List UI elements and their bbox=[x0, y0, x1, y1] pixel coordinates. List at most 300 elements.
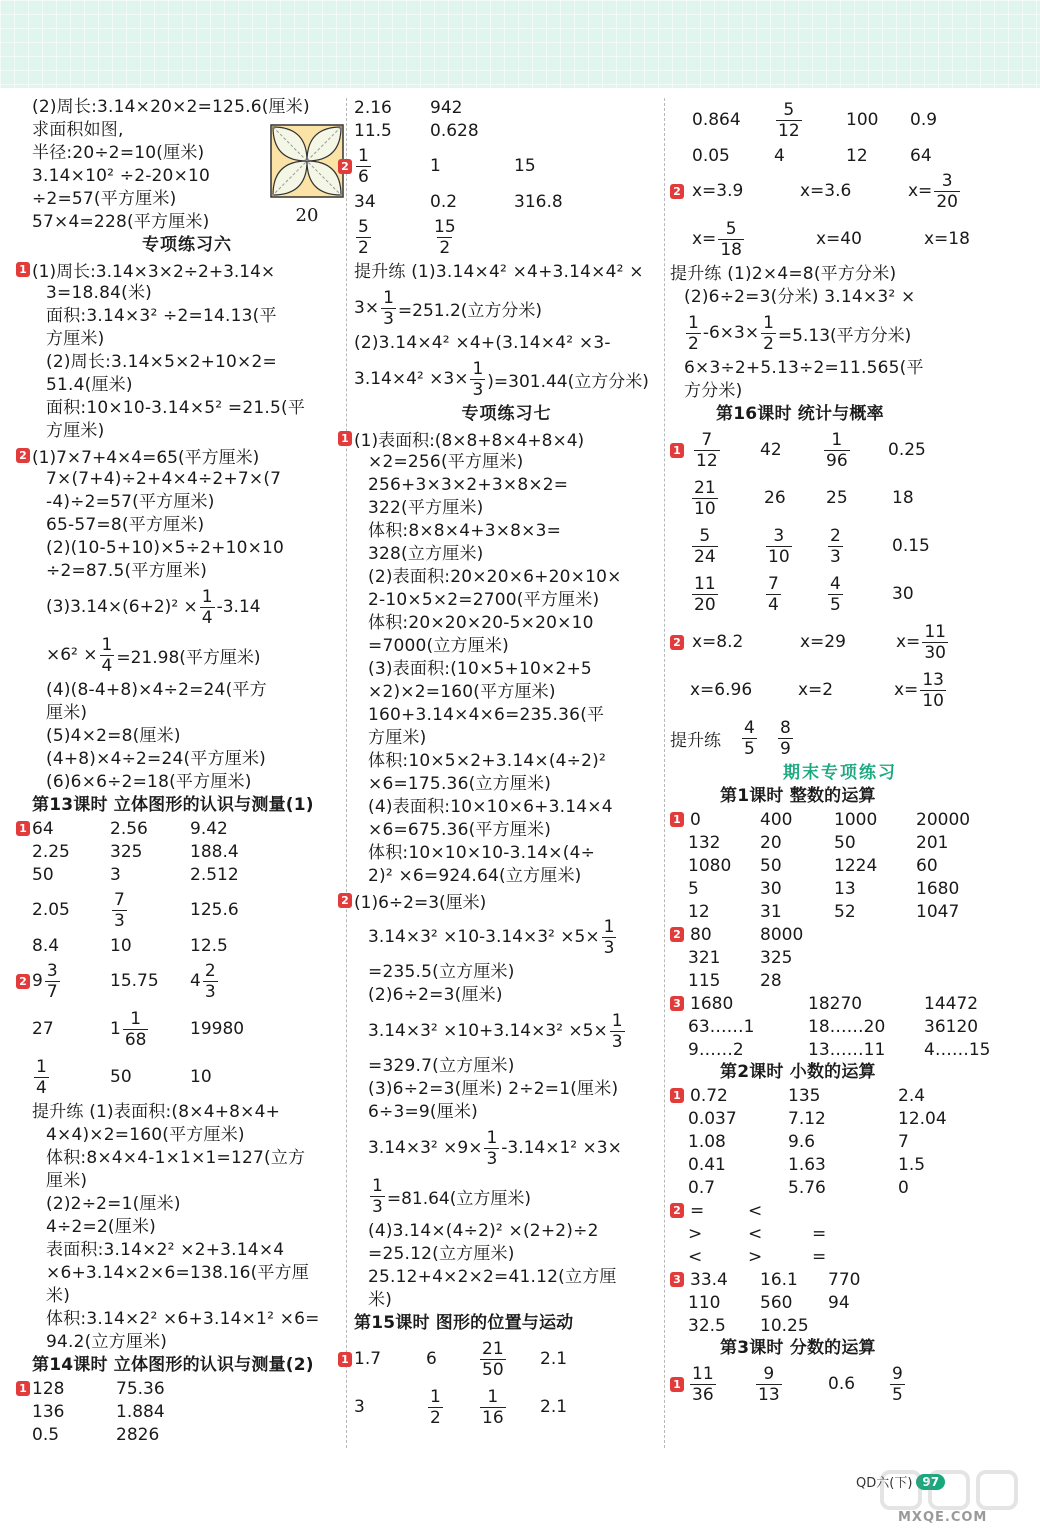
answer-cell: 5 bbox=[688, 878, 699, 899]
answer-cell: 80 bbox=[690, 924, 712, 945]
answer-grid-row bbox=[32, 934, 342, 957]
answer-grid-row bbox=[670, 1084, 1010, 1107]
denominator: 16 bbox=[482, 1407, 504, 1428]
answer-cell: 50 bbox=[110, 1067, 132, 1087]
answer-cell bbox=[478, 1339, 540, 1380]
fraction bbox=[610, 1011, 625, 1052]
denominator: 3 bbox=[204, 981, 216, 1002]
answer-cell: 10 bbox=[190, 1067, 212, 1087]
answer-grid-row bbox=[670, 144, 1010, 167]
question-number-badge: 1 bbox=[16, 821, 30, 836]
fraction bbox=[381, 288, 396, 329]
denominator: 30 bbox=[924, 642, 946, 663]
answer-cell: 100 bbox=[846, 110, 879, 130]
answer-cell: 0.9 bbox=[910, 110, 938, 130]
denominator: 3 bbox=[611, 1031, 623, 1052]
denominator: 10 bbox=[694, 498, 716, 519]
answer-grid-row bbox=[670, 1176, 1010, 1199]
answer-cell: 7 bbox=[898, 1131, 909, 1152]
numerator: 9 bbox=[763, 1363, 775, 1384]
answer-line: 25.12+4×2×2=41.12(立方厘 bbox=[368, 1267, 617, 1287]
answer-row bbox=[354, 1172, 659, 1220]
answer-line: =25.12(立方厘米) bbox=[368, 1244, 515, 1264]
answer-cell: = bbox=[690, 1200, 705, 1221]
answer-cell: 325 bbox=[760, 947, 793, 968]
answer-text: 3.14×3² ×10-3.14×3² ×5× bbox=[368, 927, 600, 947]
numerator: 5 bbox=[783, 99, 795, 120]
answer-cell: > bbox=[748, 1246, 763, 1267]
answer-cell: 0 bbox=[690, 809, 701, 830]
answer-line: -4)÷2=57(平方厘米) bbox=[46, 492, 215, 512]
answer-grid-row bbox=[670, 570, 1010, 618]
answer-cell: 12.04 bbox=[898, 1108, 947, 1129]
answer-cell: 3 bbox=[354, 1397, 365, 1417]
answer-line: 方厘米) bbox=[46, 329, 105, 349]
fraction bbox=[602, 917, 617, 958]
answer-grid-row bbox=[32, 1400, 342, 1423]
answer-cell: 2.1 bbox=[540, 1349, 568, 1369]
answer-cell: 75.36 bbox=[116, 1378, 165, 1399]
fraction bbox=[112, 890, 127, 931]
answer-line: 求面积如图, bbox=[32, 120, 124, 140]
answer-cell: 132 bbox=[688, 832, 721, 853]
answer-cell: 1680 bbox=[916, 878, 960, 899]
answer-grid-row bbox=[19, 1377, 342, 1400]
answer-cell: 110 bbox=[688, 1292, 721, 1313]
denominator: 4 bbox=[201, 607, 213, 628]
answer-cell: 50 bbox=[760, 855, 782, 876]
numerator: 13 bbox=[922, 669, 944, 690]
answer-cell: 94 bbox=[828, 1292, 850, 1313]
answer-line: (4)3.14×(4÷2)² ×(2+2)÷2 bbox=[368, 1221, 599, 1241]
answer-cell bbox=[670, 574, 764, 615]
answer-cell bbox=[888, 1364, 907, 1405]
answer-cell bbox=[354, 217, 430, 258]
numerator: 2 bbox=[204, 960, 216, 981]
answer-cell: < bbox=[748, 1200, 763, 1221]
denominator: 3 bbox=[603, 937, 615, 958]
answer-cell: 14472 bbox=[924, 993, 979, 1014]
answer-line: (2)周长:3.14×20×2=125.6(厘米) bbox=[32, 97, 310, 117]
answer-text: -3.14 bbox=[216, 597, 261, 617]
mixed-whole: 9 bbox=[32, 971, 43, 991]
denominator: 2 bbox=[358, 237, 369, 258]
answer-line: ÷2=87.5(平方厘米) bbox=[46, 561, 208, 581]
answer-cell bbox=[670, 478, 764, 519]
answer-grid-row bbox=[670, 1222, 1010, 1245]
numerator: 5 bbox=[358, 216, 369, 237]
answer-grid-row bbox=[670, 969, 1010, 992]
header-band bbox=[0, 0, 1040, 88]
answer-grid-row bbox=[670, 522, 1010, 570]
answer-line: ×6+3.14×2×6=138.16(平方厘 bbox=[46, 1263, 310, 1283]
answer-cell: 1224 bbox=[834, 855, 878, 876]
answer-cell: 4……15 bbox=[924, 1039, 991, 1060]
answer-cell: 115 bbox=[688, 970, 721, 991]
question-number-badge: 2 bbox=[338, 159, 352, 174]
answer-text: x= bbox=[908, 181, 933, 201]
answer-line: (4+8)×4÷2=24(平方厘米) bbox=[46, 749, 267, 769]
petal-drawing bbox=[270, 124, 344, 200]
answer-cell bbox=[826, 574, 892, 615]
fraction bbox=[356, 217, 371, 258]
watermark-site: MXQE.COM bbox=[898, 1510, 988, 1525]
fraction bbox=[756, 1364, 782, 1405]
answer-line: 方分米) bbox=[684, 381, 743, 401]
answer-cell: 18……20 bbox=[808, 1016, 886, 1037]
answer-cell: 30 bbox=[760, 878, 782, 899]
answer-row bbox=[354, 1124, 659, 1172]
answer-cell: = bbox=[812, 1246, 827, 1267]
fraction bbox=[766, 574, 781, 615]
answer-line: (2)(10-5+10)×5÷2+10×10 bbox=[46, 538, 285, 558]
answer-cell bbox=[754, 1364, 828, 1405]
answer-cell: 18270 bbox=[808, 993, 863, 1014]
answer-cell bbox=[32, 1057, 110, 1098]
numerator: 1 bbox=[487, 1386, 499, 1407]
answer-row bbox=[19, 257, 342, 282]
answer-row bbox=[341, 888, 659, 913]
answer-cell: 9……2 bbox=[688, 1039, 744, 1060]
page-number: 97 bbox=[916, 1474, 945, 1490]
answer-line: ÷2=57(平方厘米) bbox=[32, 189, 177, 209]
answer-text: 3× bbox=[354, 298, 380, 318]
answer-grid-row bbox=[670, 215, 1010, 263]
answer-cell: 26 bbox=[764, 488, 786, 508]
answer-line: 体积:3.14×2² ×6+3.14×1² ×6= bbox=[46, 1309, 320, 1329]
denominator: 96 bbox=[826, 450, 848, 471]
answer-text: (1)周长:3.14×3×2÷2+3.14× bbox=[32, 262, 276, 282]
answer-text: 3.14×3² ×9× bbox=[368, 1138, 483, 1158]
denominator: 3 bbox=[472, 379, 484, 400]
question-number-badge: 2 bbox=[670, 635, 684, 650]
petal-figure bbox=[270, 124, 344, 224]
answer-line: 3.14×10² ÷2-20×10 bbox=[32, 166, 211, 186]
denominator: 9 bbox=[780, 738, 791, 759]
answer-cell: 0.864 bbox=[692, 110, 741, 130]
answer-cell: x=2 bbox=[798, 680, 834, 700]
answer-line: ×6=175.36(立方厘米) bbox=[368, 774, 552, 794]
answer-cell: 2.56 bbox=[110, 818, 148, 839]
fraction bbox=[922, 622, 948, 663]
fraction bbox=[890, 1364, 905, 1405]
answer-cell: 31 bbox=[760, 901, 782, 922]
lesson-title: 第16课时 统计与概率 bbox=[716, 404, 884, 424]
fraction bbox=[100, 635, 115, 676]
answer-cell bbox=[822, 430, 888, 471]
answer-grid-row bbox=[670, 426, 1010, 474]
answer-grid-row bbox=[670, 1291, 1010, 1314]
answer-cell: 20000 bbox=[916, 809, 971, 830]
answer-line: 6×3÷2+5.13÷2=11.565(平 bbox=[684, 358, 924, 378]
numerator: 3 bbox=[773, 525, 785, 546]
numerator: 21 bbox=[694, 477, 716, 498]
answer-text: -3.14×1² ×3× bbox=[501, 1138, 622, 1158]
answer-grid-row bbox=[670, 923, 1010, 946]
book-code: QD六(下) bbox=[856, 1476, 913, 1491]
fraction bbox=[432, 217, 458, 258]
answer-line: ×2=256(平方厘米) bbox=[368, 452, 524, 472]
answer-line: 160+3.14×4×6=235.36(平 bbox=[368, 705, 605, 725]
answer-text: 3.14×4² ×3× bbox=[354, 369, 469, 389]
answer-cell bbox=[426, 1387, 478, 1428]
answer-cell: 1680 bbox=[690, 993, 734, 1014]
answer-cell: 36120 bbox=[924, 1016, 979, 1037]
fraction bbox=[828, 526, 843, 567]
denominator: 13 bbox=[758, 1384, 780, 1405]
mixed-whole: 1 bbox=[110, 1019, 121, 1039]
answer-cell: 33.4 bbox=[690, 1269, 728, 1290]
numerator: 1 bbox=[383, 287, 394, 308]
numerator: 11 bbox=[924, 621, 946, 642]
denominator: 2 bbox=[688, 333, 699, 354]
answer-cell: 10.25 bbox=[760, 1315, 809, 1336]
answer-cell: 0.7 bbox=[688, 1177, 716, 1198]
question-number-badge: 1 bbox=[16, 1381, 30, 1396]
numerator: 1 bbox=[611, 1010, 623, 1031]
answer-grid-row bbox=[670, 1130, 1010, 1153]
numerator: 1 bbox=[430, 1386, 441, 1407]
answer-cell: 52 bbox=[834, 901, 856, 922]
answer-line: 57×4=228(平方厘米) bbox=[32, 212, 210, 232]
answer-text: x= bbox=[692, 229, 717, 249]
answer-line: 65-57=8(平方厘米) bbox=[46, 515, 205, 535]
answer-cell: x=3.9 bbox=[692, 181, 744, 201]
answer-cell: 0.2 bbox=[430, 191, 458, 212]
answer-cell: 2.05 bbox=[32, 900, 70, 920]
question-number-badge: 1 bbox=[338, 431, 352, 446]
numerator: 15 bbox=[434, 216, 456, 237]
watermark-logo-icon bbox=[880, 1468, 1020, 1512]
answer-cell bbox=[190, 961, 220, 1002]
answer-cell bbox=[32, 961, 110, 1002]
answer-grid-row bbox=[670, 946, 1010, 969]
fraction bbox=[484, 1128, 499, 1169]
answer-line: 体积:10×5×2+3.14×(4÷2)² bbox=[368, 751, 606, 771]
answer-grid-row bbox=[670, 877, 1010, 900]
answer-cell: 321 bbox=[688, 947, 721, 968]
numerator: 4 bbox=[744, 717, 755, 738]
numerator: 11 bbox=[694, 573, 716, 594]
answer-cell: 11.5 bbox=[354, 120, 392, 141]
answer-grid-row bbox=[670, 1107, 1010, 1130]
answer-cell: x=40 bbox=[816, 229, 862, 249]
column-2 bbox=[341, 96, 659, 1431]
answer-cell bbox=[430, 217, 460, 258]
answer-cell: 0.05 bbox=[692, 145, 730, 166]
answer-cell: 15.75 bbox=[110, 971, 159, 991]
answer-cell: x=8.2 bbox=[692, 632, 744, 652]
fraction bbox=[34, 1057, 49, 1098]
lesson-title: 第3课时 分数的运算 bbox=[720, 1338, 876, 1358]
answer-grid-row bbox=[32, 863, 342, 886]
answer-cell: < bbox=[688, 1246, 703, 1267]
answer-grid-row bbox=[32, 1423, 342, 1446]
answer-cell: 25 bbox=[826, 488, 848, 508]
answer-cell bbox=[354, 146, 430, 187]
numerator: 5 bbox=[699, 525, 711, 546]
denominator: 18 bbox=[720, 239, 742, 260]
answer-grid-row bbox=[341, 142, 659, 190]
answer-line: 322(平方厘米) bbox=[368, 498, 484, 518]
question-number-badge: 3 bbox=[670, 996, 684, 1011]
answer-cell bbox=[110, 890, 190, 931]
answer-grid-row bbox=[670, 474, 1010, 522]
answer-grid-row bbox=[354, 213, 659, 261]
lesson-title: 第2课时 小数的运算 bbox=[720, 1062, 876, 1082]
question-number-badge: 2 bbox=[670, 184, 684, 199]
answer-grid-row bbox=[670, 1245, 1010, 1268]
answer-cell: 2.1 bbox=[540, 1397, 568, 1417]
answer-cell: 1080 bbox=[688, 855, 732, 876]
answer-grid-row bbox=[670, 96, 1010, 144]
answer-cell: 42 bbox=[760, 440, 782, 460]
fraction bbox=[203, 961, 218, 1002]
answer-line: (2)周长:3.14×5×2+10×2= bbox=[46, 352, 277, 372]
denominator: 3 bbox=[383, 308, 394, 329]
answer-cell: 1.7 bbox=[354, 1349, 382, 1369]
answer-cell bbox=[670, 219, 816, 260]
question-number-badge: 2 bbox=[16, 448, 30, 463]
answer-grid-row bbox=[670, 854, 1010, 877]
answer-cell: 10 bbox=[110, 935, 132, 956]
denominator: 2 bbox=[439, 237, 451, 258]
fraction bbox=[778, 718, 793, 759]
denominator: 12 bbox=[778, 120, 800, 141]
fraction bbox=[692, 574, 718, 615]
answer-cell: 5.76 bbox=[788, 1177, 826, 1198]
answer-cell: 188.4 bbox=[190, 841, 239, 862]
answer-row bbox=[341, 426, 659, 451]
answer-line: 256+3×3×2+3×8×2= bbox=[368, 475, 569, 495]
answer-grid-row bbox=[32, 1005, 342, 1053]
answer-cell: 20 bbox=[760, 832, 782, 853]
answer-cell bbox=[774, 100, 846, 141]
answer-grid-row bbox=[354, 96, 659, 119]
answer-text: (1)7×7+4×4=65(平方厘米) bbox=[32, 448, 260, 468]
answer-cell: 125.6 bbox=[190, 900, 239, 920]
fraction bbox=[428, 1387, 443, 1428]
answer-line: 2)² ×6=924.64(立方厘米) bbox=[368, 866, 582, 886]
answer-grid-row bbox=[670, 618, 1010, 666]
denominator: 3 bbox=[372, 1196, 383, 1217]
answer-cell: 13 bbox=[834, 878, 856, 899]
answer-cell: 1000 bbox=[834, 809, 878, 830]
answer-line: (2)6÷2=3(分米) 3.14×3² × bbox=[684, 287, 916, 307]
fraction bbox=[694, 430, 720, 471]
answer-line: 328(立方厘米) bbox=[368, 544, 484, 564]
denominator: 10 bbox=[922, 690, 944, 711]
answer-line: 体积:20×20×20-5×20×10 bbox=[368, 613, 594, 633]
answer-grid-row bbox=[32, 840, 342, 863]
answer-cell: 12.5 bbox=[190, 935, 228, 956]
answer-cell: 201 bbox=[916, 832, 949, 853]
answer-line: 提升练 (1)2×4=8(平方分米) bbox=[670, 264, 897, 284]
numerator: 8 bbox=[780, 717, 791, 738]
denominator: 68 bbox=[124, 1029, 147, 1050]
lesson-title: 第13课时 立体图形的认识与测量(1) bbox=[32, 795, 314, 815]
answer-grid-row bbox=[19, 817, 342, 840]
answer-grid-row bbox=[670, 1360, 1010, 1408]
answer-cell: 8000 bbox=[760, 924, 804, 945]
fraction bbox=[920, 670, 946, 711]
answer-cell: 64 bbox=[32, 818, 54, 839]
answer-line: 体积:8×4×4-1×1×1=127(立方 bbox=[46, 1148, 306, 1168]
answer-cell: 2.4 bbox=[898, 1085, 926, 1106]
answer-line: 提升练 (1)表面积:(8×4+8×4+ bbox=[32, 1102, 281, 1122]
fraction bbox=[45, 961, 60, 1002]
denominator: 2 bbox=[763, 333, 774, 354]
answer-line: 提升练 (1)3.14×4² ×4+3.14×4² × bbox=[354, 262, 644, 282]
answer-cell: 316.8 bbox=[514, 191, 563, 212]
answer-cell: 12 bbox=[688, 901, 710, 922]
answer-text: =251.2(立方分米) bbox=[397, 300, 543, 321]
answer-line: ×6=675.36(平方厘米) bbox=[368, 820, 552, 840]
answer-cell: 1.884 bbox=[116, 1401, 165, 1422]
fraction bbox=[776, 100, 802, 141]
numerator: 7 bbox=[701, 429, 713, 450]
answer-cell: 8.4 bbox=[32, 935, 60, 956]
answer-cell: 135 bbox=[788, 1085, 821, 1106]
answer-cell: 0.6 bbox=[828, 1374, 856, 1394]
answer-cell: 64 bbox=[910, 145, 932, 166]
answer-grid-row bbox=[32, 886, 342, 934]
denominator: 10 bbox=[768, 546, 790, 567]
answer-cell: 4 bbox=[774, 145, 785, 166]
answer-grid-row bbox=[354, 1383, 659, 1431]
fraction bbox=[480, 1339, 506, 1380]
answer-grid-row bbox=[670, 1015, 1010, 1038]
answer-cell bbox=[764, 526, 826, 567]
answer-cell: 0.15 bbox=[892, 536, 930, 556]
fraction bbox=[718, 219, 744, 260]
answer-row bbox=[354, 284, 659, 332]
answer-line: 2-10×5×2=2700(平方厘米) bbox=[368, 590, 600, 610]
column-3 bbox=[670, 96, 1010, 1408]
answer-line: (3)表面积:(10×5+10×2+5 bbox=[368, 659, 592, 679]
answer-line: 3=18.84(米) bbox=[46, 283, 152, 303]
answer-cell: 9.6 bbox=[788, 1131, 816, 1152]
answer-text: =81.64(立方厘米) bbox=[386, 1188, 532, 1209]
answer-grid-row bbox=[670, 1314, 1010, 1337]
column-1 bbox=[19, 96, 342, 1446]
question-number-badge: 3 bbox=[670, 1272, 684, 1287]
answer-line: 厘米) bbox=[46, 1171, 88, 1191]
answer-cell: 6 bbox=[426, 1349, 437, 1369]
answer-cell: 560 bbox=[760, 1292, 793, 1313]
answer-cell: 50 bbox=[32, 864, 54, 885]
answer-cell: x=18 bbox=[924, 229, 970, 249]
answer-line: 表面积:3.14×2² ×2+3.14×4 bbox=[46, 1240, 285, 1260]
fraction bbox=[686, 313, 701, 354]
answer-line: 94.2(立方厘米) bbox=[46, 1332, 168, 1352]
question-number-badge: 2 bbox=[16, 974, 30, 989]
lesson-title: 第1课时 整数的运算 bbox=[720, 786, 876, 806]
question-number-badge: 1 bbox=[16, 262, 30, 277]
figure-label: 20 bbox=[295, 205, 319, 226]
answer-line: (2)6÷2=3(厘米) bbox=[368, 985, 503, 1005]
denominator: 6 bbox=[358, 166, 369, 187]
answer-cell: 325 bbox=[110, 841, 143, 862]
answer-cell: > bbox=[688, 1223, 703, 1244]
answer-cell: 942 bbox=[430, 97, 463, 118]
answer-cell: 19980 bbox=[190, 1019, 245, 1039]
answer-cell: 15 bbox=[514, 156, 536, 176]
fraction bbox=[123, 1009, 149, 1050]
answer-grid-row bbox=[670, 808, 1010, 831]
answer-line: 6÷3=9(厘米) bbox=[368, 1102, 479, 1122]
answer-cell: 1047 bbox=[916, 901, 960, 922]
